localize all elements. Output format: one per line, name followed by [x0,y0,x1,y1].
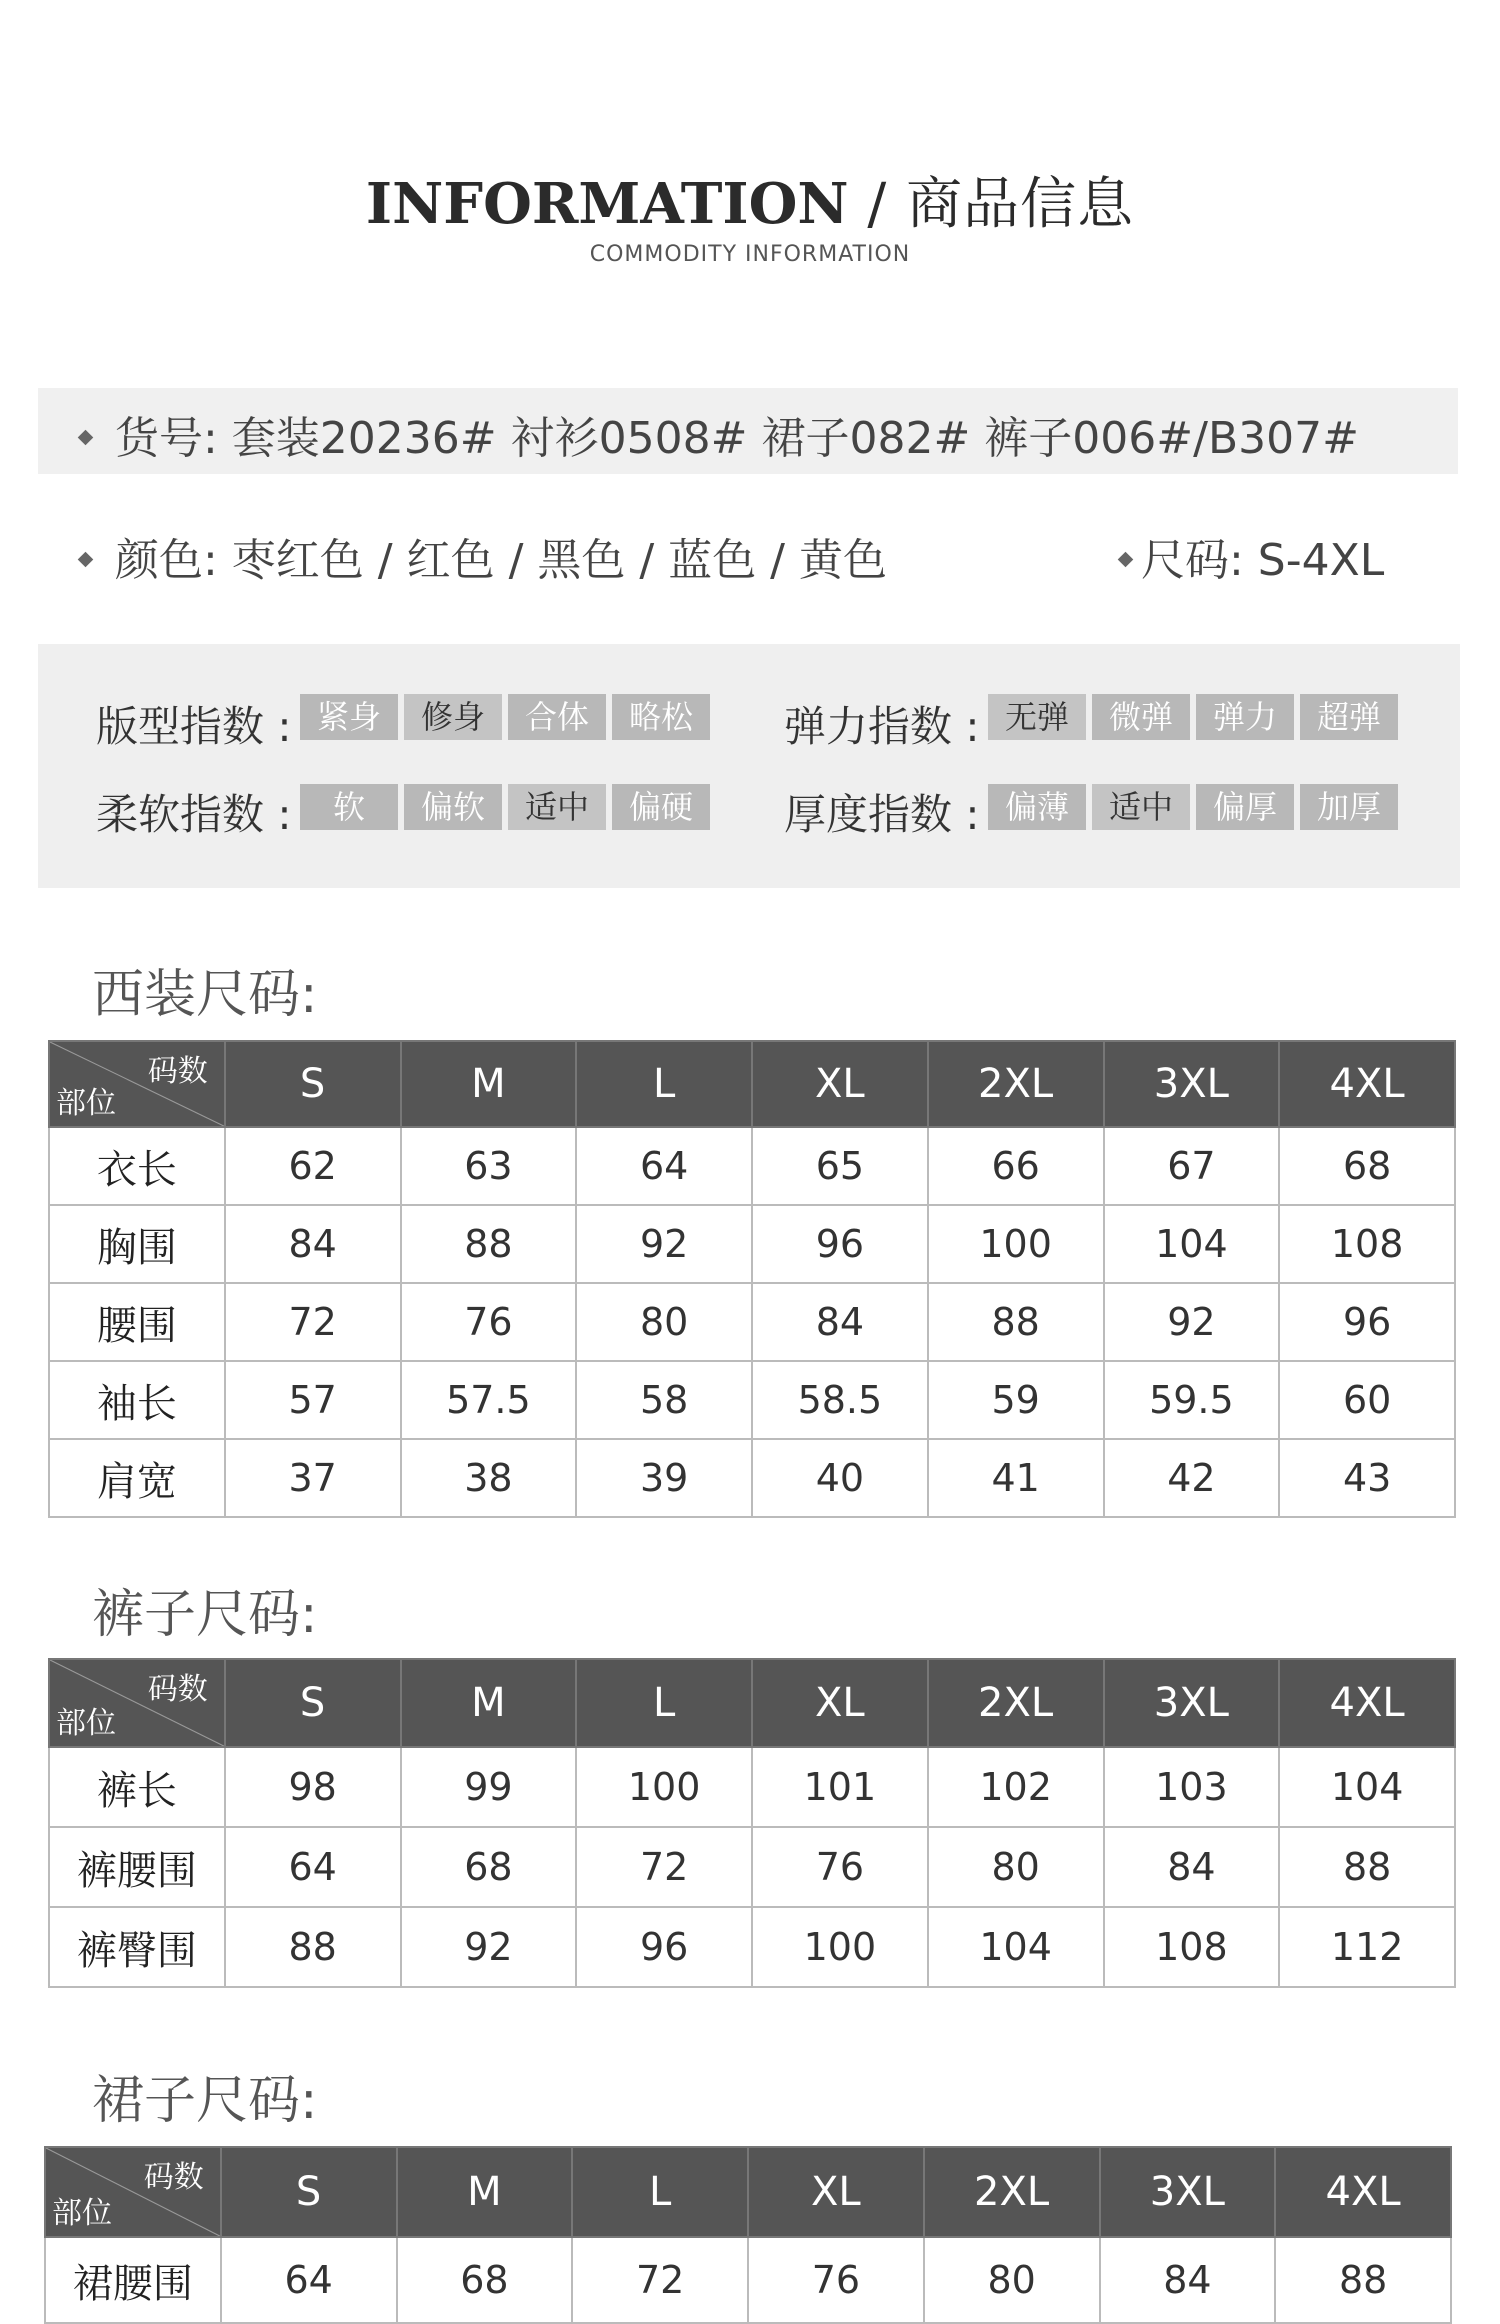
color-line [80,524,887,588]
table-cell: 76 [748,2237,924,2323]
row-label: 衣长 [49,1127,225,1205]
table-cell: 62 [225,1127,401,1205]
table-cell: 58.5 [752,1361,928,1439]
table-cell: 103 [1104,1747,1280,1827]
table-cell: 68 [1279,1127,1455,1205]
table-corner-header [45,2147,221,2237]
table-cell: 108 [1279,1205,1455,1283]
table-cell: 88 [1279,1827,1455,1907]
table-row [49,1439,1455,1517]
size-header: L [576,1659,752,1747]
size-header: XL [752,1659,928,1747]
size-header: 3XL [1104,1659,1280,1747]
table-cell: 60 [1279,1361,1455,1439]
table-cell: 76 [752,1827,928,1907]
table-cell: 100 [928,1205,1104,1283]
table-cell: 80 [576,1283,752,1361]
table-cell: 92 [576,1205,752,1283]
size-header: 4XL [1275,2147,1451,2237]
table-cell: 96 [576,1907,752,1987]
size-header: M [401,1659,577,1747]
size-header: 2XL [924,2147,1100,2237]
bullet-icon [1118,551,1134,567]
size-header: 2XL [928,1041,1104,1127]
title-cn: 商品信息 [906,172,1135,237]
table-cell: 39 [576,1439,752,1517]
index-option-thickness: 加厚 [1300,784,1398,830]
size-header: 3XL [1104,1041,1280,1127]
table-cell: 102 [928,1747,1104,1827]
table-cell: 58 [576,1361,752,1439]
table-cell: 92 [401,1907,577,1987]
corner-size-label: 码数 [147,1672,208,1707]
bullet-icon [78,429,94,445]
corner-part-label: 部位 [56,1086,116,1121]
bullet-icon [78,551,94,567]
index-option-thickness: 偏厚 [1196,784,1294,830]
table-cell: 72 [572,2237,748,2323]
table-row [49,1361,1455,1439]
table-cell: 104 [1104,1205,1280,1283]
row-label: 肩宽 [49,1439,225,1517]
suit-size-table [48,1040,1456,1518]
size-header: M [401,1041,577,1127]
index-option-elastic: 弹力 [1196,694,1294,740]
table-cell: 112 [1279,1907,1455,1987]
table-cell: 65 [752,1127,928,1205]
size-header: 4XL [1279,1659,1455,1747]
table-cell: 88 [225,1907,401,1987]
table-cell: 80 [924,2237,1100,2323]
table-cell: 57 [225,1361,401,1439]
row-label: 裙腰围 [45,2237,221,2323]
thickness-index-label: 厚度指数 : [784,790,980,839]
row-label: 裤长 [49,1747,225,1827]
soft-index-label: 柔软指数 : [96,790,292,839]
table-cell: 64 [221,2237,397,2323]
index-option-elastic: 微弹 [1092,694,1190,740]
table-cell: 88 [401,1205,577,1283]
item-number-text: 货号: 套装20236# 衬衫0508# 裙子082# 裤子006#/B307# [115,413,1360,464]
table-row [49,1907,1455,1987]
index-option-soft: 偏硬 [612,784,710,830]
size-header: S [221,2147,397,2237]
table-cell: 108 [1104,1907,1280,1987]
table-cell: 98 [225,1747,401,1827]
table-cell: 80 [928,1827,1104,1907]
size-header: L [572,2147,748,2237]
table-cell: 88 [928,1283,1104,1361]
table-row [49,1127,1455,1205]
table-cell: 42 [1104,1439,1280,1517]
table-cell: 41 [928,1439,1104,1517]
table-cell: 104 [928,1907,1104,1987]
table-row [49,1205,1455,1283]
elastic-index-label: 弹力指数 : [784,702,980,751]
suit-size-title: 西装尺码: [92,965,318,1025]
table-cell: 92 [1104,1283,1280,1361]
table-cell: 84 [1104,1827,1280,1907]
table-cell: 43 [1279,1439,1455,1517]
table-cell: 84 [1100,2237,1276,2323]
table-cell: 100 [752,1907,928,1987]
skirt-size-title: 裙子尺码: [92,2071,318,2131]
size-header: S [225,1659,401,1747]
table-corner-header [49,1041,225,1127]
table-cell: 37 [225,1439,401,1517]
table-row [49,1283,1455,1361]
pants-size-title: 裤子尺码: [92,1585,318,1645]
color-text: 颜色: 枣红色 / 红色 / 黑色 / 蓝色 / 黄色 [115,535,887,586]
table-cell: 59.5 [1104,1361,1280,1439]
table-cell: 67 [1104,1127,1280,1205]
size-range-text: 尺码: S-4XL [1141,535,1385,586]
table-row [45,2237,1451,2323]
table-cell: 88 [1275,2237,1451,2323]
index-option-fit: 修身 [404,694,502,740]
index-option-fit: 略松 [612,694,710,740]
size-header: S [225,1041,401,1127]
index-option-elastic: 超弹 [1300,694,1398,740]
size-header: 4XL [1279,1041,1455,1127]
table-cell: 84 [225,1205,401,1283]
row-label: 裤臀围 [49,1907,225,1987]
index-option-thickness: 适中 [1092,784,1190,830]
page-subtitle: COMMODITY INFORMATION [589,242,911,267]
index-option-fit: 合体 [508,694,606,740]
table-corner-header [49,1659,225,1747]
page-title [0,160,1500,240]
table-cell: 66 [928,1127,1104,1205]
table-cell: 76 [401,1283,577,1361]
table-cell: 72 [576,1827,752,1907]
title-en: INFORMATION [365,171,849,237]
size-header: 2XL [928,1659,1104,1747]
index-panel [38,644,1460,888]
title-separator: / [848,172,907,237]
table-cell: 57.5 [401,1361,577,1439]
fit-index-label: 版型指数 : [96,702,292,751]
index-option-soft: 偏软 [404,784,502,830]
table-cell: 59 [928,1361,1104,1439]
table-cell: 68 [401,1827,577,1907]
table-cell: 68 [397,2237,573,2323]
index-option-fit: 紧身 [300,694,398,740]
row-label: 腰围 [49,1283,225,1361]
table-cell: 63 [401,1127,577,1205]
size-header: L [576,1041,752,1127]
row-label: 裤腰围 [49,1827,225,1907]
table-cell: 96 [752,1205,928,1283]
corner-part-label: 部位 [56,1706,116,1741]
table-cell: 101 [752,1747,928,1827]
table-row [49,1827,1455,1907]
size-header: XL [752,1041,928,1127]
index-option-soft: 软 [300,784,398,830]
table-cell: 72 [225,1283,401,1361]
size-header: XL [748,2147,924,2237]
row-label: 胸围 [49,1205,225,1283]
skirt-size-table [44,2146,1452,2324]
table-cell: 38 [401,1439,577,1517]
corner-size-label: 码数 [143,2160,204,2195]
table-cell: 64 [576,1127,752,1205]
index-option-elastic: 无弹 [988,694,1086,740]
table-cell: 104 [1279,1747,1455,1827]
table-row [49,1747,1455,1827]
corner-size-label: 码数 [147,1054,208,1089]
table-cell: 40 [752,1439,928,1517]
table-cell: 99 [401,1747,577,1827]
table-cell: 84 [752,1283,928,1361]
row-label: 袖长 [49,1361,225,1439]
table-cell: 100 [576,1747,752,1827]
size-header: M [397,2147,573,2237]
size-range-line [1120,524,1384,588]
size-header: 3XL [1100,2147,1276,2237]
table-cell: 64 [225,1827,401,1907]
corner-part-label: 部位 [52,2196,112,2231]
index-option-soft: 适中 [508,784,606,830]
item-number-line [80,402,1359,466]
table-cell: 96 [1279,1283,1455,1361]
pants-size-table [48,1658,1456,1988]
index-option-thickness: 偏薄 [988,784,1086,830]
